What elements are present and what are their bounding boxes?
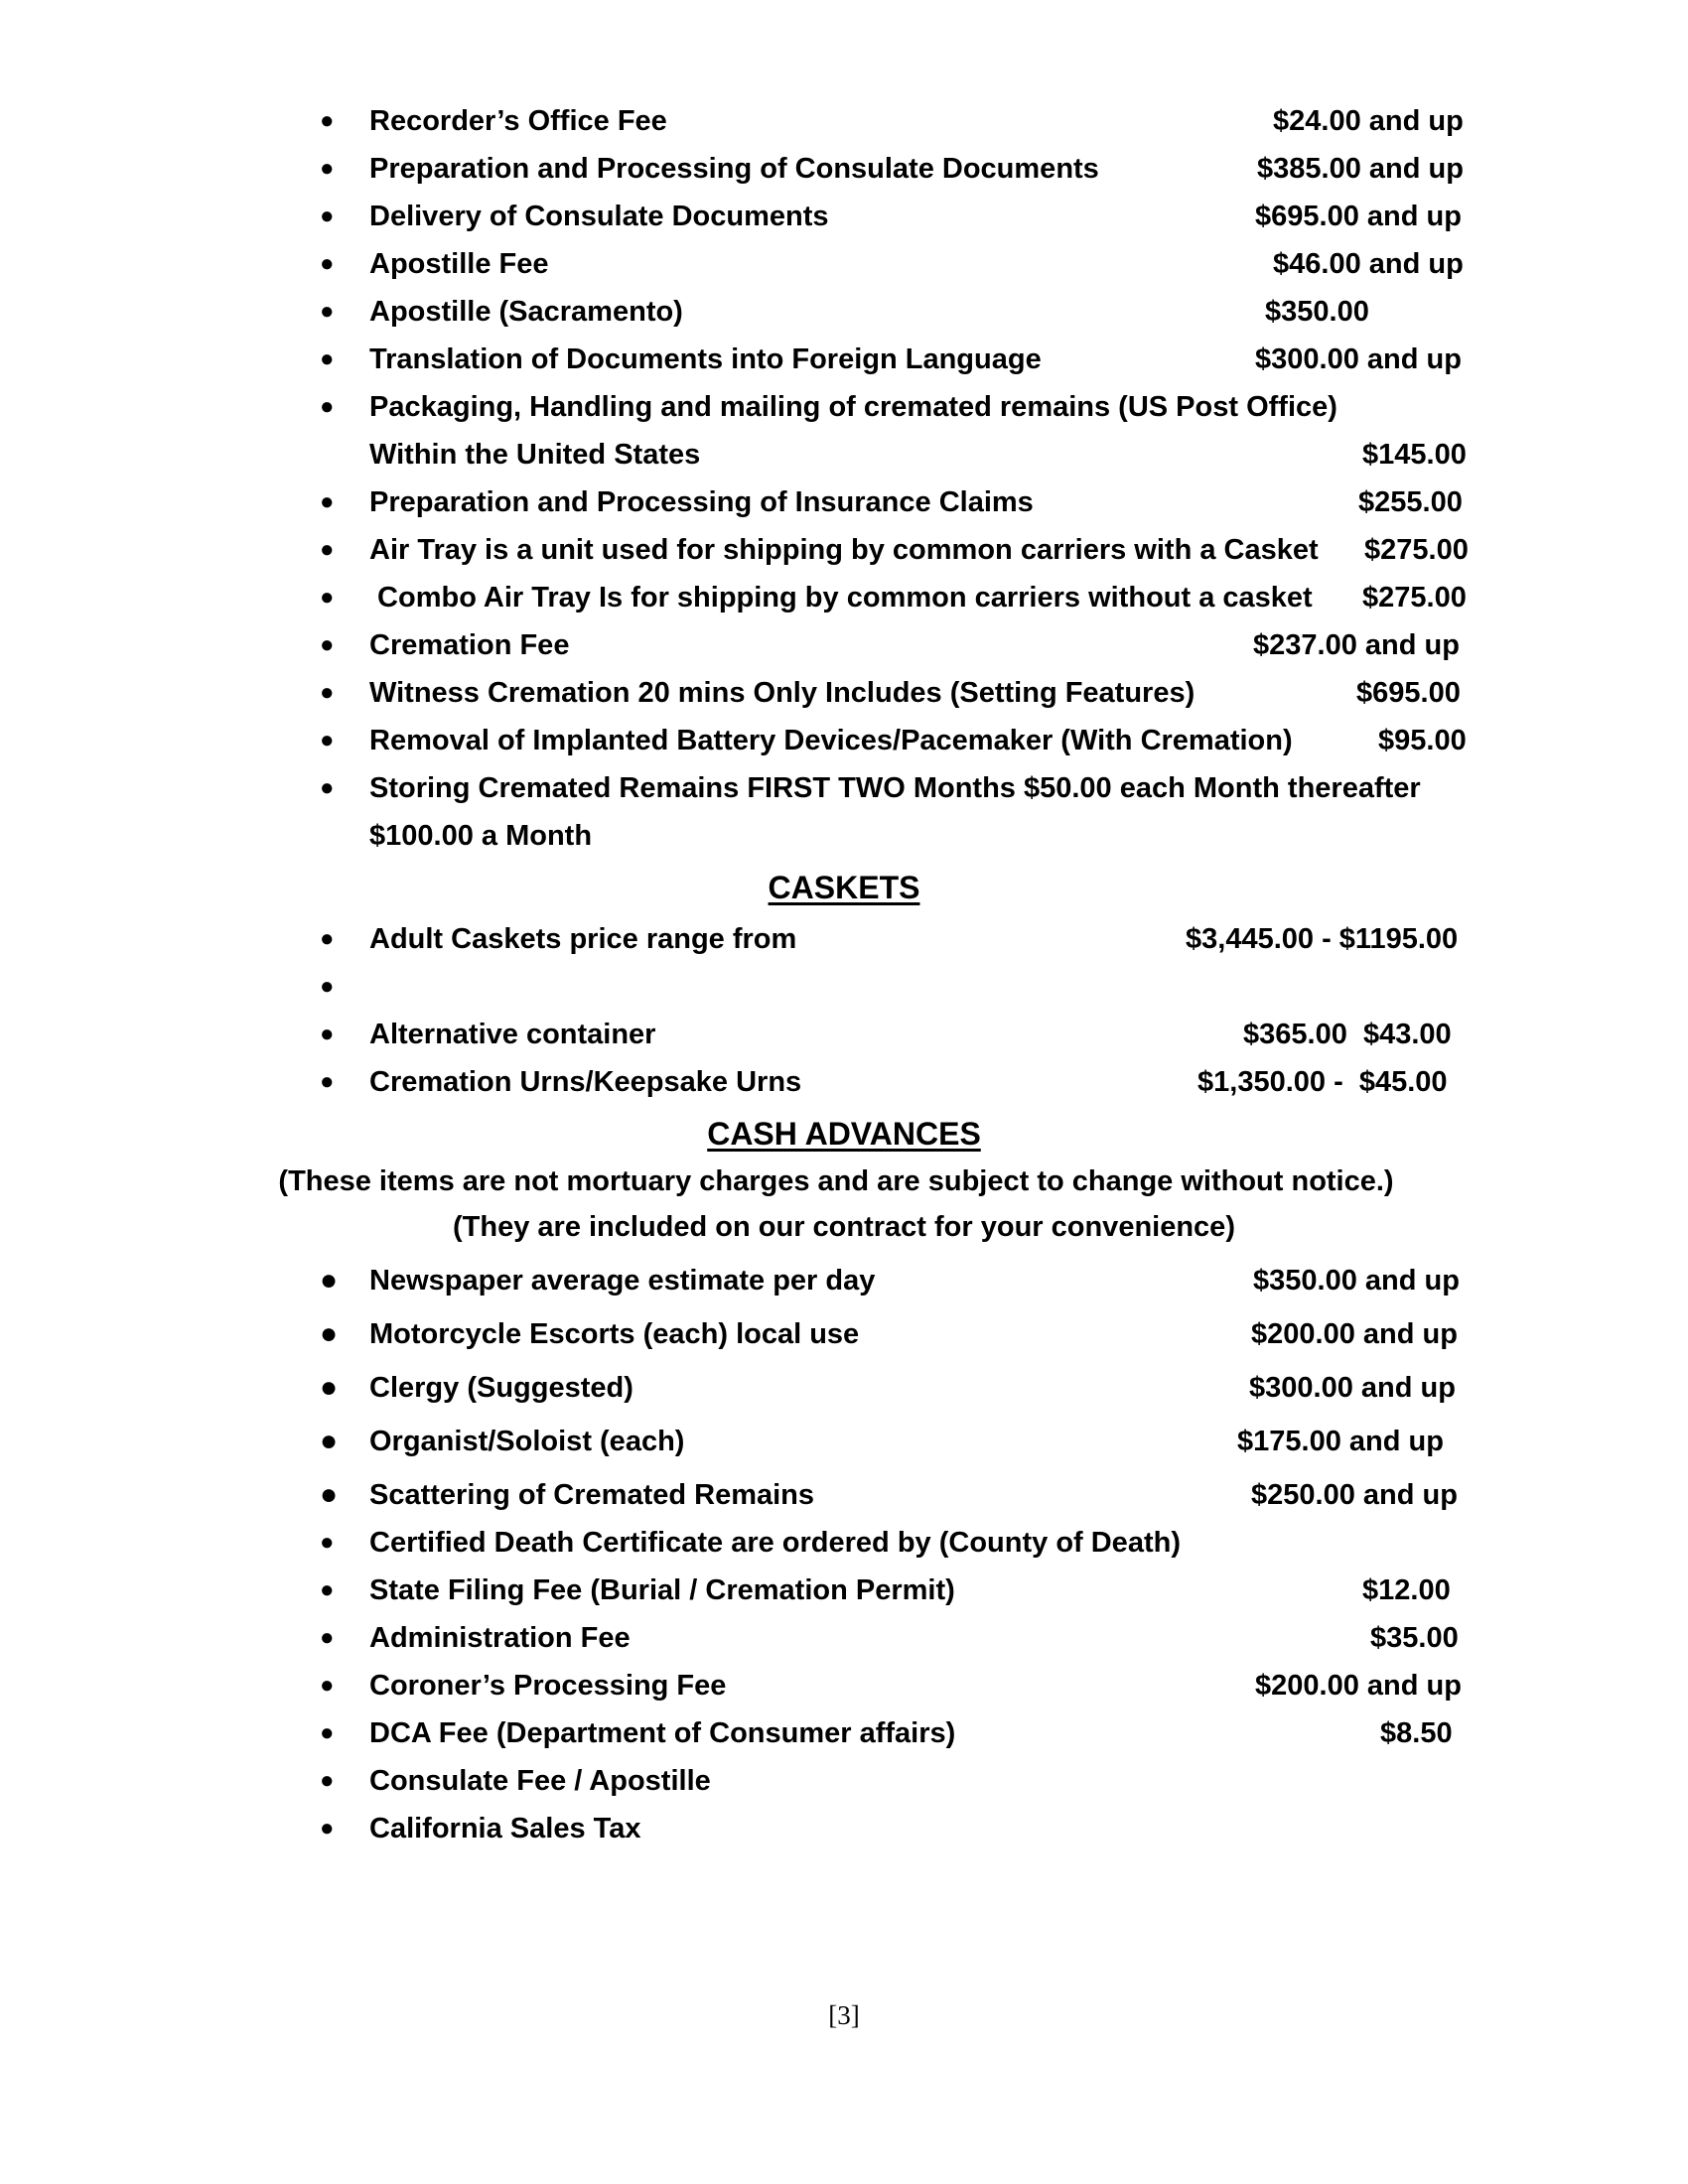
item-label: Air Tray is a unit used for shipping by common carriers with a Casket — [369, 534, 1319, 566]
bullet-icon: ● — [320, 488, 335, 515]
page-number: [3] — [828, 2000, 860, 2030]
item-continuation — [369, 431, 1467, 478]
item-price: $365.00 $43.00 — [1243, 1019, 1452, 1050]
item-price: $300.00 and up — [1249, 1372, 1456, 1404]
item-label: Certified Death Certificate are ordered by (County of Death) — [369, 1527, 1181, 1559]
item-label: Removal of Implanted Battery Devices/Pacemaker (With Cremation) — [369, 725, 1293, 756]
bullet-icon: ● — [320, 155, 335, 182]
list-item — [0, 1058, 1688, 1106]
item-label: California Sales Tax — [369, 1813, 641, 1844]
list-item — [0, 669, 1688, 717]
item-label: Preparation and Processing of Insurance Claims — [369, 486, 1034, 518]
item-price: $35.00 — [1370, 1622, 1459, 1654]
item-label: Packaging, Handling and mailing of cremated remains (US Post Office) — [369, 391, 1337, 423]
bullet-icon: ● — [320, 679, 335, 706]
item-label: Apostille (Sacramento) — [369, 296, 683, 328]
list-item — [0, 240, 1688, 288]
bullet-icon: ● — [320, 774, 335, 801]
list-item — [0, 915, 1688, 963]
item-price: $46.00 and up — [1273, 248, 1464, 280]
bullet-icon: ● — [320, 727, 335, 753]
item-label: Recorder’s Office Fee — [369, 105, 667, 137]
item-label: Motorcycle Escorts (each) local use — [369, 1318, 860, 1350]
list-item — [0, 1519, 1688, 1567]
list-item — [0, 383, 1688, 431]
list-item — [0, 1662, 1688, 1709]
bullet-icon: ● — [320, 925, 335, 952]
list-item — [0, 1471, 1688, 1519]
list-item — [0, 336, 1688, 383]
bullet-icon: ● — [320, 1021, 335, 1047]
bullet-icon: ● — [320, 393, 335, 420]
item-label: Witness Cremation 20 mins Only Includes (Setting Features) — [369, 677, 1196, 709]
item-label: Apostille Fee — [369, 248, 549, 280]
cash-advances-subnote: (They are included on our contract for your convenience) — [453, 1211, 1235, 1243]
bullet-icon: ● — [320, 345, 335, 372]
list-item — [0, 574, 1688, 621]
item-label: Newspaper average estimate per day — [369, 1265, 876, 1297]
list-item — [0, 717, 1688, 764]
bullet-icon: ● — [320, 1317, 339, 1350]
continuation-label: Within the United States — [369, 439, 701, 471]
item-price: $275.00 — [1362, 582, 1467, 614]
caskets-heading: CASKETS — [768, 870, 920, 905]
bullet-icon: ● — [320, 1371, 339, 1404]
list-item — [0, 963, 1688, 1011]
item-price: $350.00 and up — [1253, 1265, 1460, 1297]
list-item — [0, 1257, 1688, 1304]
bullet-icon: ● — [320, 107, 335, 134]
list-item — [0, 1418, 1688, 1465]
item-label: Combo Air Tray Is for shipping by common carriers without a casket — [369, 582, 1313, 614]
list-item — [0, 145, 1688, 193]
cash-advances-note: (These items are not mortuary charges and are subject to change without notice.) — [278, 1165, 1394, 1197]
item-price: $3,445.00 - $1195.00 — [1186, 923, 1459, 955]
list-item — [0, 97, 1688, 145]
item-price: $24.00 and up — [1273, 105, 1464, 137]
bullet-icon: ● — [320, 1719, 335, 1746]
item-label: Cremation Fee — [369, 629, 570, 661]
list-item — [0, 1310, 1688, 1358]
bullet-icon: ● — [320, 1264, 339, 1297]
item-price: $255.00 — [1358, 486, 1463, 518]
bullet-icon: ● — [320, 1767, 335, 1794]
item-label: State Filing Fee (Burial / Cremation Permit) — [369, 1574, 955, 1606]
bullet-icon: ● — [320, 631, 335, 658]
bullet-icon: ● — [320, 1576, 335, 1603]
item-label: Alternative container — [369, 1019, 656, 1050]
list-item — [0, 1567, 1688, 1614]
item-label: Preparation and Processing of Consulate Documents — [369, 153, 1099, 185]
item-price: $275.00 — [1364, 534, 1469, 566]
list-item — [0, 621, 1688, 669]
list-item — [0, 764, 1688, 812]
item-label: Administration Fee — [369, 1622, 631, 1654]
item-label: Organist/Soloist (each) — [369, 1426, 685, 1457]
bullet-icon: ● — [320, 1478, 339, 1511]
bullet-icon: ● — [320, 298, 335, 325]
item-price: $300.00 and up — [1255, 343, 1462, 375]
item-label: Delivery of Consulate Documents — [369, 201, 829, 232]
list-item — [0, 288, 1688, 336]
cash-advances-heading: CASH ADVANCES — [707, 1116, 981, 1152]
item-label: Consulate Fee / Apostille — [369, 1765, 711, 1797]
list-item — [0, 1614, 1688, 1662]
item-label: Coroner’s Processing Fee — [369, 1670, 727, 1702]
bullet-icon: ● — [320, 1068, 335, 1095]
bullet-icon: ● — [320, 536, 335, 563]
item-price: $8.50 — [1380, 1717, 1453, 1749]
item-label: Clergy (Suggested) — [369, 1372, 633, 1404]
item-price: $200.00 and up — [1255, 1670, 1462, 1702]
item-price: $200.00 and up — [1251, 1318, 1458, 1350]
list-item — [0, 1757, 1688, 1805]
item-price: $695.00 — [1356, 677, 1461, 709]
item-price: $12.00 — [1362, 1574, 1451, 1606]
bullet-icon: ● — [320, 1672, 335, 1699]
item-label: Storing Cremated Remains FIRST TWO Months $50.00 each Month thereafter — [369, 772, 1421, 804]
list-item — [0, 1364, 1688, 1412]
item-price: $250.00 and up — [1251, 1479, 1458, 1511]
item-label: Translation of Documents into Foreign Language — [369, 343, 1042, 375]
bullet-icon: ● — [320, 250, 335, 277]
bullet-icon: ● — [320, 1815, 335, 1842]
item-continuation: $100.00 a Month — [369, 820, 593, 852]
list-item — [0, 478, 1688, 526]
bullet-icon: ● — [320, 1624, 335, 1651]
bullet-icon: ● — [320, 584, 335, 611]
item-price: $385.00 and up — [1257, 153, 1464, 185]
bullet-icon: ● — [320, 203, 335, 229]
list-item — [0, 193, 1688, 240]
item-price: $175.00 and up — [1237, 1426, 1444, 1457]
list-item — [0, 1805, 1688, 1852]
bullet-icon: ● — [320, 973, 335, 1000]
item-price: $237.00 and up — [1253, 629, 1460, 661]
item-label: Scattering of Cremated Remains — [369, 1479, 815, 1511]
item-price: $1,350.00 - $45.00 — [1197, 1066, 1448, 1098]
bullet-icon: ● — [320, 1425, 339, 1457]
item-label: DCA Fee (Department of Consumer affairs) — [369, 1717, 956, 1749]
item-label: Adult Caskets price range from — [369, 923, 797, 955]
bullet-icon: ● — [320, 1529, 335, 1556]
item-label: Cremation Urns/Keepsake Urns — [369, 1066, 802, 1098]
list-item — [0, 1709, 1688, 1757]
list-item — [0, 1011, 1688, 1058]
item-price: $695.00 and up — [1255, 201, 1462, 232]
item-price: $145.00 — [1362, 439, 1467, 471]
item-price: $350.00 — [1265, 296, 1369, 328]
item-price: $95.00 — [1378, 725, 1467, 756]
list-item — [0, 526, 1688, 574]
